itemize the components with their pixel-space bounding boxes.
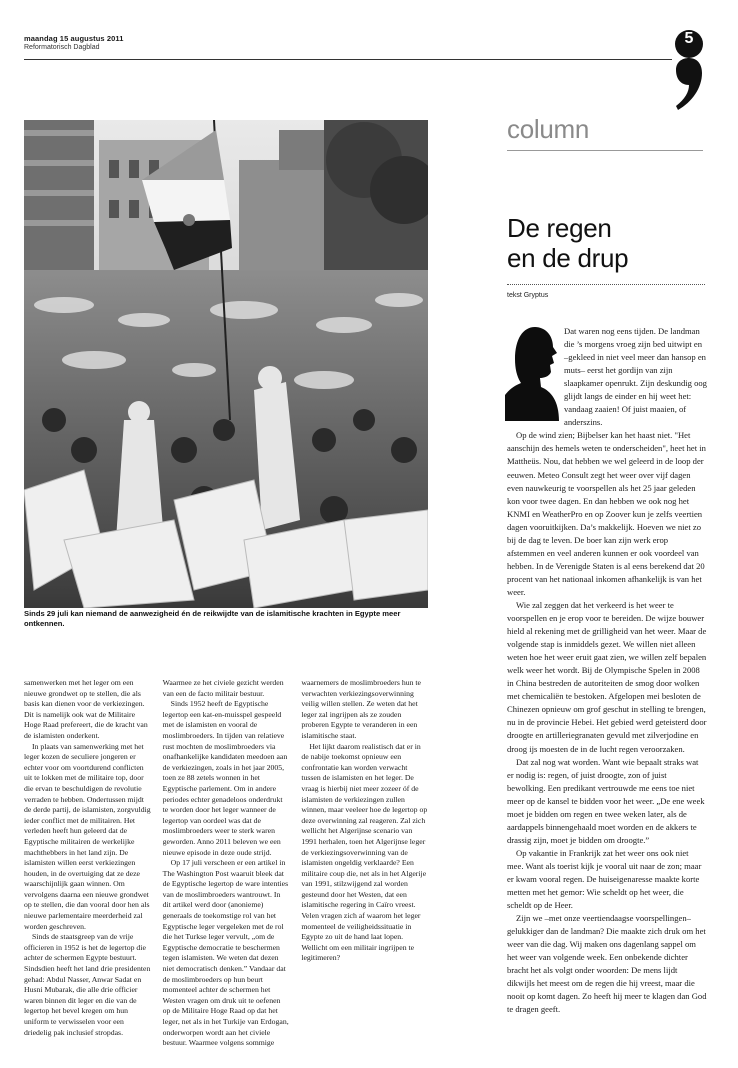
crowd-photo-illustration (24, 120, 428, 608)
page-number-badge: 5 (675, 30, 703, 58)
article-paragraph: Sinds de staatsgreep van de vrije officieren in 1952 is het de legertop die achter de schermen Egypte bestuurt. Sindsdien heeft het land drie presidenten gehad: Abdul Nasser, Anwar Sadat en Husni Mubarak, die alle drie officier waren binnen dit leger en die van de legertop het bevel kregen om hun uniform te verwisselen voor een driedelig pak inclusief stropdas. Waarmee ze het civiele gezicht werden van een de facto militair bestuur. (24, 678, 284, 1037)
news-photo (24, 120, 428, 608)
column-paragraph: Op de wind zien; Bijbelser kan het haast niet. "Het aanschijn des hemels weten te onderscheiden", heet het in Mattheüs. Nou, dat hebben we wel geleerd in de loop der eeuwen. Meteo Consult zegt het weer over vijf dagen even nauwkeurig te voorspellen als het 25 jaar geleden kon voor twee dagen. En dan hebben we ook nog het KNMI en WeatherPro en op Zoover kun je zelfs veertien dagen vooruitkijken. Da’s makkelijk. Hoeven we niet zo bij de dag te leven. De boer kan zijn werk erop afstemmen en veel anderen kunnen er ook voordeel van hebben. In de Verenigde Staten is al eens berekend dat 20 procent van het nationaal inkomen afhankelijk is van het weer. (507, 430, 706, 597)
section-rule (507, 150, 703, 151)
headline-line-2: en de drup (507, 243, 629, 273)
article-paragraph: Sinds 1952 heeft de Egyptische legertop een kat-en-muisspel gespeeld met de islamisten en vooral de moslimbroeders. In tijden van relatieve rust mochten de moslimbroeders via onafhankelijke kandidaten meedoen aan de verkiezingen, zoals in het jaar 2005, toen ze 88 zetels wonnen in het Egyptische parlement. Om in andere periodes echter genadeloos onderdrukt te worden door het leger wanneer de legertop van oordeel was dat de moslimbroeders weer te sterk waren geworden. Anno 2011 beleven we een nieuwe episode in deze oude strijd. (162, 699, 288, 857)
comma-logo-icon (668, 58, 708, 110)
article-paragraph: In plaats van samenwerking met het leger kozen de seculiere jongeren er echter voor om voortdurend conflicten uit te lokken met de militaire top, door die ervan te beschuldigen de revolutie verraden te hebben. Ondertussen mijdt de derde partij, de islamisten, zorgvuldig ieder conflict met de militairen. Het verleden heeft hun geleerd dat de Egyptische militairen de werkelijke machthebbers in het land zijn. De islamisten willen eerst verkiezingen houden, in de overtuiging dat ze deze waarschijnlijk gaan winnen. Om vervolgens daarna een nieuwe grondwet op te stellen, die dan vooral door hen als nieuwe parlementaire meerderheid zal worden geschreven. (24, 741, 151, 931)
article-body (24, 678, 428, 1058)
page-date: maandag 15 augustus 2011 (24, 34, 124, 43)
column-paragraph: Zijn we –met onze veertiendaagse voorspellingen– gelukkiger dan de landman? Die maakte zich druk om het weer van die dag. Wij maken ons dagenlang sappel om het weer van volgende week. Een onbekende dichter bracht het als volgt onder woorden: De mens lijdt dikwijls het meest om de regen die hij vreest, maar die nooit op komt dagen. Zo heeft hij meer te klagen dan God te dragen geeft. (507, 913, 707, 1015)
column-paragraph: Wie zal zeggen dat het verkeerd is het weer te voorspellen en je erop voor te bereiden. De wijze bouwer hield al rekening met de grilligheid van het weer. Maar de volgende stap is inmiddels gezet. We willen niet alleen weten hoe het weer eruit gaat zien, we willen zelf bepalen welk weer het wordt. Bij de Olympische Spelen in 2008 in China bestreden de autoriteiten de smog door wolken met chemicaliën te bestoken. Afgelopen mei besloten de Chinezen opnieuw om grof geschut in stelling te brengen, nu in de provincie Hebei. Het gebied werd geteisterd door droogte en artilleriegranaten gevuld met zilverjodine en droog ijs moesten de in de lucht regen veroorzaken. (507, 599, 707, 754)
headline-line-1: De regen (507, 213, 612, 243)
column-paragraph: Op vakantie in Frankrijk zat het weer ons ook niet mee. Want als toerist kijk je vooral uit naar de zon; maar er kwam vooral regen. De huiseigenaresse maakte korte metten met het gemor: Wie scheldt op het weer, die scheldt op de Heer. (507, 847, 702, 911)
byline: tekst Gryptus (507, 292, 549, 299)
headline-dotted-rule (507, 284, 705, 285)
article-paragraph: samenwerken met het leger om een nieuwe grondwet op te stellen, die als basis kan dienen voor de verkiezingen. Dit is namelijk ook wat de Militaire Hoge Raad prefereert, die de kracht van de islamisten onderkent. (24, 678, 148, 740)
header-rule (24, 59, 672, 60)
article-paragraph: Het lijkt daarom realistisch dat er in de nabije toekomst opnieuw een confrontatie kan worden verwacht tussen de islamisten en het leger. De vraag is hierbij niet meer zozeer óf de islamisten de verkiezingen zullen winnen, maar veeleer hoe de legertop op deze overwinning zal reageren. Zal zich wellicht het Algerijnse scenario van 1991 herhalen, toen het Algerijnse leger de verkiezingsoverwinning van de islamisten ongeldig verklaarde? Een militaire coup die, net als in het Algerije van 1991, stilzwijgend zal worden gesteund door het Westen, dat een islamitische regering in Caïro vreest. Velen vragen zich af waarom het leger momenteel de veiligheidssituatie in Egypte zo uit de hand laat lopen. Wellicht om een militair ingrijpen te legitimeren? (301, 741, 428, 963)
column-paragraph: Dat zal nog wat worden. Want wie bepaalt straks wat er nodig is: regen, of juist droogte, zon of juist bewolking. Een predikant vertrouwde me eens toe niet meer op de kansel te bidden voor het weer. „De ene week moet je bidden om regen en twee weken later, als de aardappels binnengehaald moet worden en de akkers te drassig zijn, moet je bidden om droogte.” (507, 756, 705, 845)
column-headline (507, 213, 707, 273)
column-body (507, 325, 707, 1065)
article-paragraph: Op 17 juli verscheen er een artikel in The Washington Post waaruit bleek dat de Egyptische legertop de ware intenties van de moslimbroeders wantrouwt. In dit artikel werd door (anonieme) generaals de toekomstige rol van het Egyptische leger vergeleken met de rol die het Turkse leger vervult, „om de Egyptische democratie te beschermen tegen islamisten. We weten dat dezen niet democratisch denken.” Vandaar dat de moslimbroeders op hun beurt momenteel achter de schermen het Westen vragen om druk uit te oefenen op de Militaire Hoge Raad op dat het leger, net als in het Turkije van Erdogan, onderworpen wordt aan het civiele bestuur. Waarmee volgens sommige waarnemers de moslimbroeders hun te verwachten verkiezingsoverwinning veilig willen stellen. Ze weten dat het leger zal ingrijpen als ze zouden proberen Egypte te veranderen in een islamitische staat. (162, 678, 421, 1048)
author-silhouette-icon (505, 325, 561, 421)
column-paragraph: Dat waren nog eens tijden. De landman die ’s morgens vroeg zijn bed uitwipt en –gekleed in niet veel meer dan hansop en muts– eerst het gordijn van zijn slaapkamer openrukt. Zijn deskundig oog glijdt langs de einder en hij weet het: vandaag zaaien! Of juist maaien, of anderszins. (564, 326, 707, 428)
section-label: column (507, 114, 590, 144)
newspaper-name: Reformatorisch Dagblad (24, 44, 100, 51)
photo-caption: Sinds 29 juli kan niemand de aanwezigheid én de reikwijdte van de islamitische krachten in Egypte meer ontkennen. (24, 609, 401, 628)
